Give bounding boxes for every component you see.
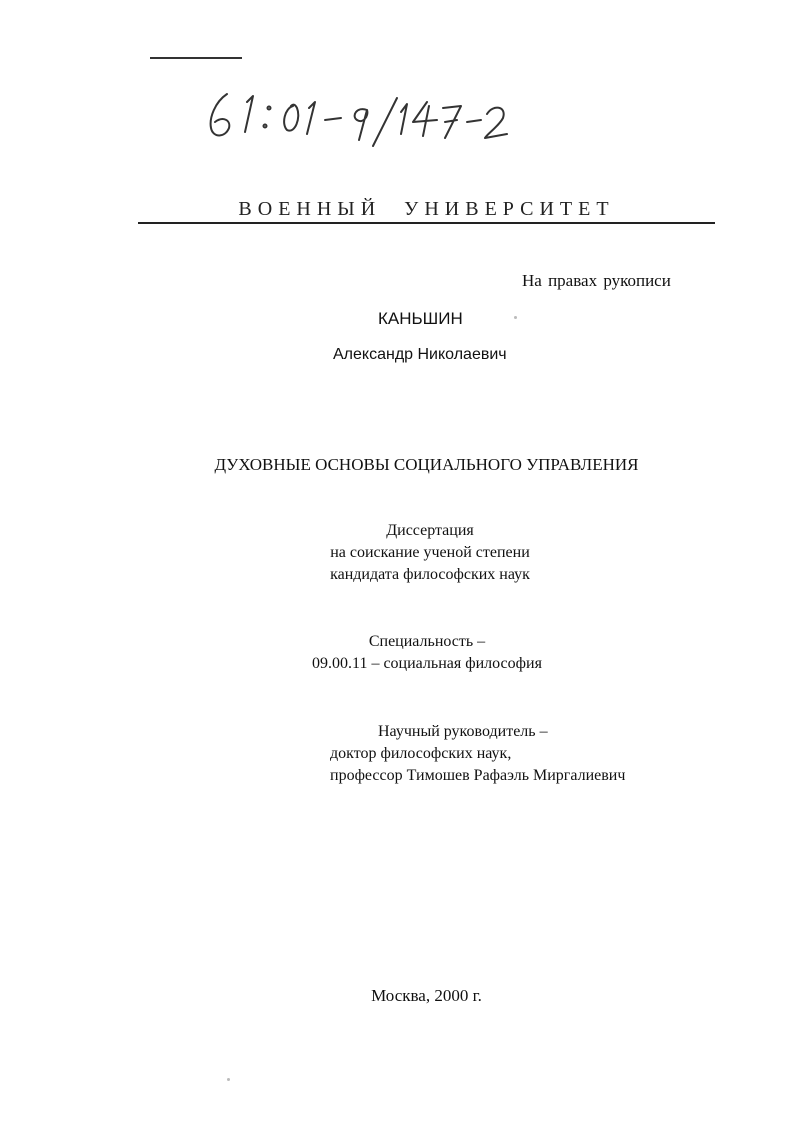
handwritten-archive-code (205, 88, 585, 148)
handwritten-code-text (205, 88, 206, 89)
institution-underline (138, 222, 715, 224)
specialty-line-2: 09.00.11 – социальная философия (312, 655, 542, 672)
specialty-line-1: Специальность – (368, 633, 486, 650)
advisor-block (330, 721, 625, 787)
author-name: Александр Николаевич (333, 346, 507, 363)
advisor-line-1: Научный руководитель – (378, 723, 548, 740)
specialty-block (227, 631, 627, 675)
institution-name: ВОЕННЫЙ УНИВЕРСИТЕТ (238, 198, 615, 220)
city-year: Москва, 2000 г. (371, 986, 482, 1005)
advisor-line-3: профессор Тимошев Рафаэль Миргалиевич (330, 767, 626, 784)
dissertation-line-2: на соискание ученой степени (330, 544, 530, 561)
dissertation-title: ДУХОВНЫЕ ОСНОВЫ СОЦИАЛЬНОГО УПРАВЛЕНИЯ (214, 455, 639, 474)
handwritten-code-drawing (205, 88, 585, 148)
top-rule (150, 57, 242, 59)
author-surname: КАНЬШИН (378, 309, 463, 328)
advisor-line-2: доктор философских наук, (330, 745, 512, 762)
dissertation-degree-block (230, 520, 630, 586)
scan-speck (227, 1078, 230, 1081)
dissertation-line-1: Диссертация (386, 522, 474, 539)
dissertation-line-3: кандидата философских наук (330, 566, 530, 583)
rights-notice: На правах рукописи (522, 271, 671, 290)
scan-speck (514, 316, 517, 319)
